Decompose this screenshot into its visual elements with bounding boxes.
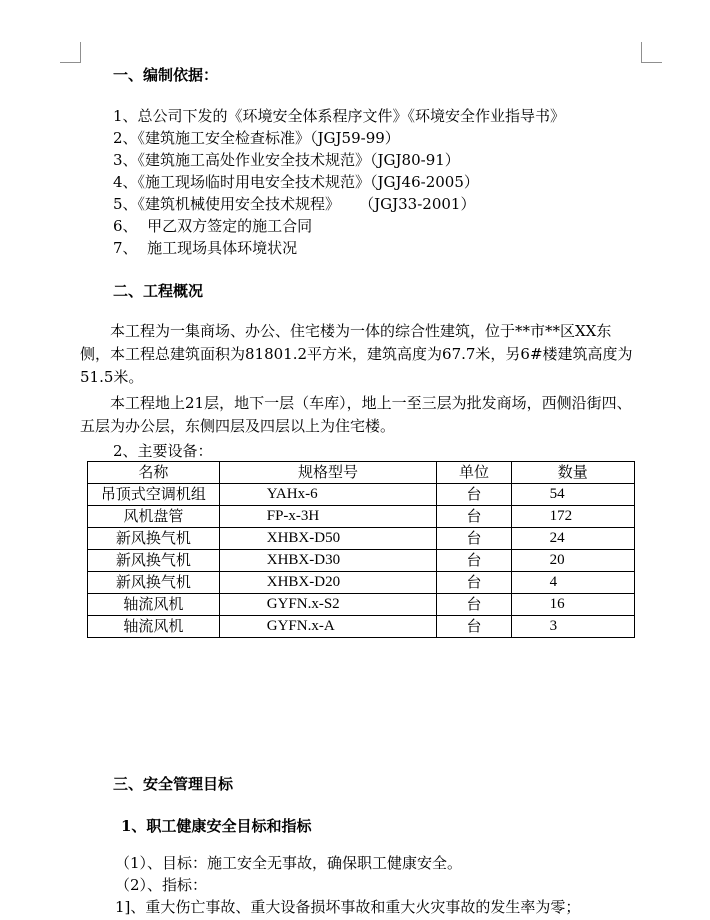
cell-unit: 台 — [437, 594, 511, 616]
cell-unit: 台 — [437, 616, 511, 638]
table-row — [88, 616, 635, 638]
section2-heading: 二、工程概况 — [113, 282, 204, 300]
cell-name: 新风换气机 — [88, 550, 220, 572]
table-row — [88, 594, 635, 616]
cell-name: 轴流风机 — [88, 594, 220, 616]
overview-paragraph-2 — [80, 392, 638, 438]
basis-item-3: 3、《建筑施工高处作业安全技术规范》（JGJ80-91） — [113, 151, 460, 169]
cell-model: GYFN.x-A — [219, 616, 437, 638]
cell-quantity: 16 — [511, 594, 634, 616]
cell-name: 新风换气机 — [88, 572, 220, 594]
cell-unit: 台 — [437, 572, 511, 594]
basis-item-7: 7、 施工现场具体环境状况 — [113, 239, 298, 257]
basis-item-4: 4、《施工现场临时用电安全技术规范》（JGJ46-2005） — [113, 173, 479, 191]
cell-model: FP-x-3H — [219, 506, 437, 528]
cell-unit: 台 — [437, 506, 511, 528]
basis-item-6: 6、 甲乙双方签定的施工合同 — [113, 217, 313, 235]
target-line: （1）、目标：施工安全无事故，确保职工健康安全。 — [115, 854, 463, 872]
equipment-table — [87, 461, 635, 638]
table-row — [88, 572, 635, 594]
cell-unit: 台 — [437, 484, 511, 506]
basis-item-2: 2、《建筑施工安全检查标准》（JGJ59-99） — [113, 129, 400, 147]
cell-model: YAHx-6 — [219, 484, 437, 506]
table-row — [88, 484, 635, 506]
cell-model: XHBX-D50 — [219, 528, 437, 550]
section3-heading: 三、安全管理目标 — [113, 775, 234, 793]
header-name: 名称 — [88, 462, 220, 484]
cell-quantity: 20 — [511, 550, 634, 572]
cell-quantity: 4 — [511, 572, 634, 594]
cell-model: GYFN.x-S2 — [219, 594, 437, 616]
section1-heading: 一、编制依据： — [113, 66, 219, 84]
cell-name: 风机盘管 — [88, 506, 220, 528]
table-row — [88, 528, 635, 550]
cell-name: 吊顶式空调机组 — [88, 484, 220, 506]
overview-text-2: 本工程地上21层，地下一层（车库），地上一至三层为批发商场，西侧沿街四、五层为办公层，东侧四层及四层以上为住宅楼。 — [80, 394, 632, 435]
cell-quantity: 54 — [511, 484, 634, 506]
header-model: 规格型号 — [219, 462, 437, 484]
cell-unit: 台 — [437, 528, 511, 550]
crop-mark-top-left — [60, 42, 81, 63]
section3-subheading: 1、职工健康安全目标和指标 — [121, 817, 312, 835]
basis-item-5: 5、《建筑机械使用安全技术规程》 （JGJ33-2001） — [113, 195, 476, 213]
indicator-item-1: 1]、重大伤亡事故、重大设备损坏事故和重大火灾事故的发生率为零； — [115, 898, 581, 916]
cell-name: 新风换气机 — [88, 528, 220, 550]
cell-quantity: 172 — [511, 506, 634, 528]
crop-mark-top-right — [641, 42, 662, 63]
table-row — [88, 506, 635, 528]
table-row — [88, 550, 635, 572]
cell-model: XHBX-D20 — [219, 572, 437, 594]
cell-name: 轴流风机 — [88, 616, 220, 638]
cell-quantity: 3 — [511, 616, 634, 638]
indicator-line: （2）、指标： — [115, 876, 208, 894]
equipment-label: 2、主要设备： — [113, 442, 213, 460]
header-unit: 单位 — [437, 462, 511, 484]
overview-paragraph-1 — [80, 320, 638, 389]
header-quantity: 数量 — [511, 462, 634, 484]
table-header-row — [88, 462, 635, 484]
cell-model: XHBX-D30 — [219, 550, 437, 572]
cell-unit: 台 — [437, 550, 511, 572]
basis-item-1: 1、总公司下发的《环境安全体系程序文件》《环境安全作业指导书》 — [113, 107, 566, 125]
overview-text-1: 本工程为一集商场、办公、住宅楼为一体的综合性建筑，位于**市**区XX东侧，本工程总建筑面积为81801.2平方米，建筑高度为67.7米，另6#楼建筑高度为51.5米。 — [80, 322, 633, 386]
cell-quantity: 24 — [511, 528, 634, 550]
